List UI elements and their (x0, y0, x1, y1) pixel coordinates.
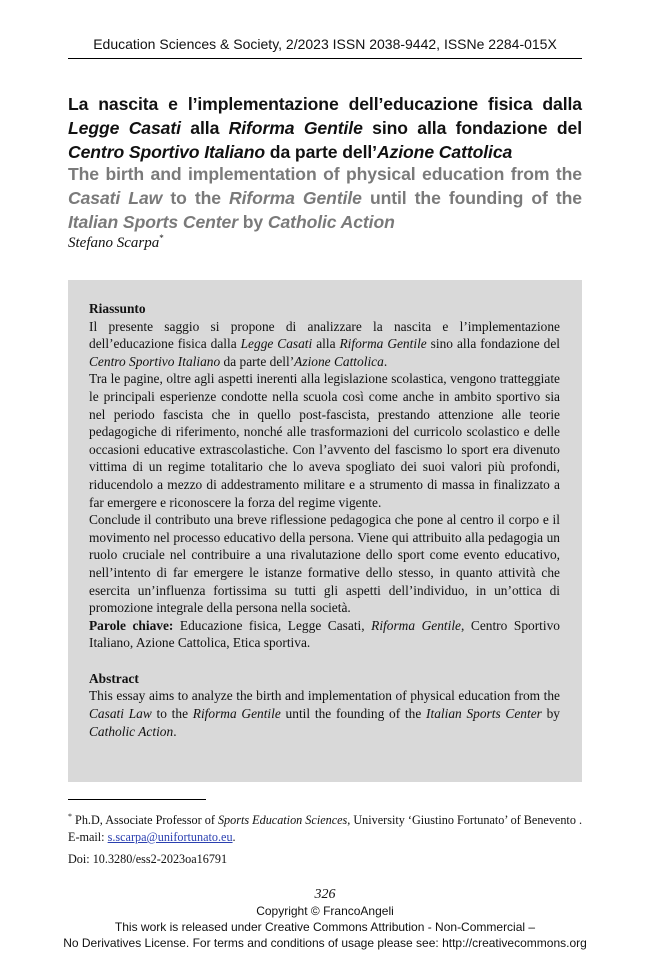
keywords (89, 617, 560, 652)
riassunto-text: sino alla fondazione del (426, 336, 561, 352)
title-it-text-4: da parte dell’ (265, 142, 377, 162)
author-footnote-mark: * (159, 233, 164, 243)
title-it-text-1: La nascita e l’implementazione dell’educazione fisica dalla (68, 94, 582, 114)
header-divider (68, 58, 582, 59)
abstract-text: to the (151, 706, 193, 722)
abstract-italic: Italian Sports Center (426, 706, 542, 722)
abstract-heading: Abstract (89, 670, 139, 686)
title-it-text-3: sino alla fondazione del (362, 118, 583, 138)
footnote-divider (68, 799, 206, 800)
footnote-text: . (232, 830, 236, 844)
keywords-text: , Centro Sportivo Italiano, Azione Cattolica, Etica sportiva. (89, 617, 560, 651)
abstract-italic: Catholic Action (89, 723, 174, 739)
abstract-text: This essay aims to analyze the birth and implementation of physical education from the (89, 688, 560, 704)
footnote-text: Ph.D, Associate Professor of (72, 813, 218, 827)
abstract-paragraph (89, 687, 560, 740)
title-english (68, 162, 582, 234)
title-it-italic-1: Legge Casati (68, 118, 181, 138)
footnote (68, 808, 582, 846)
abstract-box (68, 280, 582, 782)
title-en-italic-4: Catholic Action (267, 212, 395, 232)
footnote-mark: * (68, 812, 72, 821)
riassunto-paragraph-2: Tra le pagine, oltre agli aspetti inerenti alla legislazione scolastica, vengono tratteggiate le principali esperienze condotte nella scuola così come anche in ambito sportivo sia nel periodo fascista che in quello post-fascista, prestando attenzione alle teorie pedagogiche di riferimento, nonché alle trasformazioni del curricolo scolastico e delle occasioni educative extrascolastiche. Con l’avvento del fascismo lo sport era divenuto vittima di un regime totalitario che lo aveva spogliato dei suoi valori più profondi, riducendolo a mezzo di addestramento militare e a strumento di massa in finalizzato a far emergere e riconoscere la forza del regime vigente. (89, 371, 560, 510)
license-line-1: This work is released under Creative Commons Attribution - Non-Commercial – (114, 920, 536, 934)
keywords-label: Parole chiave: (89, 617, 174, 633)
author-name (68, 233, 164, 252)
riassunto-italic: Centro Sportivo Italiano (89, 353, 221, 369)
page-number: 326 (314, 887, 336, 902)
title-en-italic-2: Riforma Gentile (229, 188, 362, 208)
email-link[interactable]: s.scarpa@unifortunato.eu (107, 830, 233, 844)
abstract-italic: Riforma Gentile (192, 706, 281, 722)
author-name-text: Stefano Scarpa (68, 235, 160, 251)
riassunto-paragraph-1 (89, 318, 560, 371)
riassunto-italic: Legge Casati (240, 336, 313, 352)
abstract-content (89, 300, 560, 740)
title-en-text-1: The birth and implementation of physical education from the (68, 164, 582, 184)
abstract-text: . (173, 723, 177, 739)
keywords-italic: Riforma Gentile (371, 617, 461, 633)
riassunto-text: alla (312, 336, 340, 352)
riassunto-text: da parte dell’ (220, 353, 295, 369)
journal-header: Education Sciences & Society, 2/2023 ISSN 2038-9442, ISSNe 2284-015X (93, 36, 557, 52)
title-it-text-2: alla (180, 118, 229, 138)
riassunto-italic: Azione Cattolica (294, 353, 384, 369)
title-it-italic-2: Riforma Gentile (228, 118, 363, 138)
riassunto-heading: Riassunto (89, 301, 146, 316)
license-line-2: No Derivatives License. For terms and conditions of usage please see: http://creativecommons.org (63, 936, 587, 950)
riassunto-paragraph-3: Conclude il contributo una breve riflessione pedagogica che pone al centro il corpo e il movimento nel processo educativo della persona. Viene qui attribuito alla pedagogia un ruolo cruciale nel contribuire a una rivalutazione dello sport come evento educativo, nell’intento di far emergere le istanze formative dello stesso, in quanto attività che esercita un’influenza fortissima su tutti gli aspetti dell’individuo, in un’ottica di promozione integrale della persona nella società. (89, 512, 560, 616)
title-it-italic-4: Azione Cattolica (376, 142, 513, 162)
title-it-italic-3: Centro Sportivo Italiano (68, 142, 266, 162)
title-en-text-4: by (237, 212, 268, 232)
title-italian (68, 92, 582, 164)
copyright-notice: Copyright © FrancoAngeli (256, 904, 394, 918)
keywords-text: Educazione fisica, Legge Casati, (173, 617, 372, 633)
title-en-text-2: to the (162, 188, 230, 208)
title-en-italic-3: Italian Sports Center (68, 212, 238, 232)
riassunto-text: Il presente saggio si propone di analizzare la nascita e l’implementazione dell’educazione fisica dalla (89, 318, 560, 352)
footnote-text: , University ‘Giustino Fortunato’ of Benevento . E-mail: (68, 813, 583, 844)
abstract-text: until the founding of the (280, 706, 427, 722)
abstract-italic: Casati Law (89, 706, 152, 722)
riassunto-text: . (383, 353, 388, 369)
doi: Doi: 10.3280/ess2-2023oa16791 (68, 852, 228, 866)
title-en-text-3: until the founding of the (361, 188, 582, 208)
title-en-italic-1: Casati Law (68, 188, 163, 208)
abstract-text: by (541, 706, 560, 722)
footnote-italic: Sports Education Sciences (217, 813, 348, 827)
riassunto-italic: Riforma Gentile (339, 336, 427, 352)
